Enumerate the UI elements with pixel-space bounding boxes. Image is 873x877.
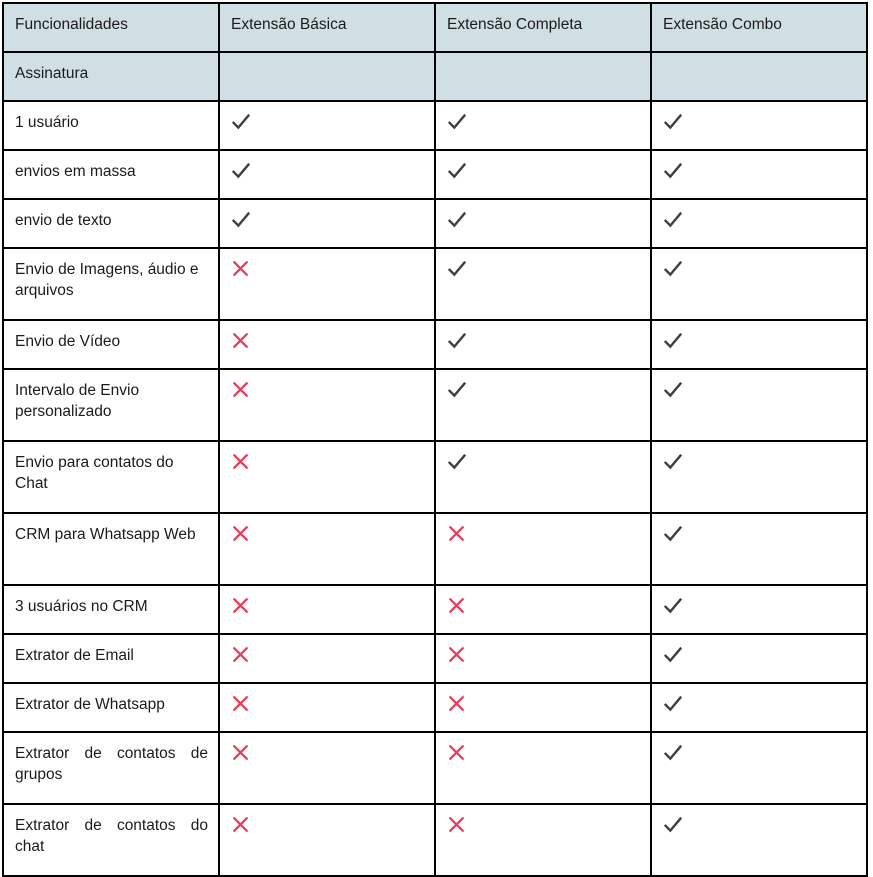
feature-label: Extrator de Email xyxy=(3,634,219,683)
table-row xyxy=(3,248,867,320)
check-icon xyxy=(663,743,683,763)
cross-icon xyxy=(231,596,250,615)
cell-combo xyxy=(651,369,867,441)
cell-completa xyxy=(435,441,651,513)
check-icon xyxy=(663,161,683,181)
section-label: Assinatura xyxy=(3,52,219,101)
cell-completa xyxy=(435,248,651,320)
table-row xyxy=(3,634,867,683)
cell-basica xyxy=(219,804,435,876)
cell-combo xyxy=(651,634,867,683)
cell-basica xyxy=(219,634,435,683)
table-body xyxy=(3,52,867,876)
check-icon xyxy=(663,380,683,400)
cross-icon xyxy=(447,645,466,664)
cell-completa xyxy=(435,150,651,199)
cell-basica xyxy=(219,683,435,732)
cell-combo xyxy=(651,683,867,732)
check-icon xyxy=(447,161,467,181)
cell-combo xyxy=(651,199,867,248)
cell-completa xyxy=(435,320,651,369)
cell-completa xyxy=(435,732,651,804)
check-icon xyxy=(663,596,683,616)
cross-icon xyxy=(447,743,466,762)
cross-icon xyxy=(447,524,466,543)
table-row xyxy=(3,101,867,150)
check-icon xyxy=(231,210,251,230)
check-icon xyxy=(663,259,683,279)
cell-completa xyxy=(435,683,651,732)
check-icon xyxy=(231,161,251,181)
table-row xyxy=(3,513,867,585)
check-icon xyxy=(447,452,467,472)
check-icon xyxy=(663,645,683,665)
check-icon xyxy=(663,452,683,472)
cross-icon xyxy=(231,815,250,834)
check-icon xyxy=(663,112,683,132)
check-icon xyxy=(663,524,683,544)
table-row xyxy=(3,369,867,441)
section-cell-basica xyxy=(219,52,435,101)
column-header-basica: Extensão Básica xyxy=(219,3,435,52)
table-row xyxy=(3,804,867,876)
cell-combo xyxy=(651,248,867,320)
cross-icon xyxy=(231,452,250,471)
table-row xyxy=(3,585,867,634)
plan-comparison-table xyxy=(2,2,868,877)
cell-completa xyxy=(435,369,651,441)
feature-label: Envio para contatos do Chat xyxy=(3,441,219,513)
cell-combo xyxy=(651,585,867,634)
cell-completa xyxy=(435,101,651,150)
cell-completa xyxy=(435,585,651,634)
cell-combo xyxy=(651,441,867,513)
cell-completa xyxy=(435,199,651,248)
table-row xyxy=(3,320,867,369)
cell-completa xyxy=(435,804,651,876)
check-icon xyxy=(663,331,683,351)
cell-completa xyxy=(435,513,651,585)
column-header-combo: Extensão Combo xyxy=(651,3,867,52)
cell-combo xyxy=(651,804,867,876)
cross-icon xyxy=(231,694,250,713)
check-icon xyxy=(663,815,683,835)
cell-basica xyxy=(219,101,435,150)
section-cell-combo xyxy=(651,52,867,101)
feature-label: envio de texto xyxy=(3,199,219,248)
check-icon xyxy=(447,331,467,351)
column-header-completa: Extensão Completa xyxy=(435,3,651,52)
cell-combo xyxy=(651,101,867,150)
table-header-row xyxy=(3,3,867,52)
cross-icon xyxy=(447,815,466,834)
check-icon xyxy=(447,210,467,230)
cell-completa xyxy=(435,634,651,683)
feature-label: CRM para Whatsapp Web xyxy=(3,513,219,585)
check-icon xyxy=(447,380,467,400)
cell-basica xyxy=(219,513,435,585)
cell-combo xyxy=(651,150,867,199)
cross-icon xyxy=(447,596,466,615)
table-row xyxy=(3,732,867,804)
cell-combo xyxy=(651,320,867,369)
cross-icon xyxy=(231,743,250,762)
cell-basica xyxy=(219,150,435,199)
feature-label: Intervalo de Envio personalizado xyxy=(3,369,219,441)
cell-combo xyxy=(651,732,867,804)
feature-label: 1 usuário xyxy=(3,101,219,150)
column-header-feature: Funcionalidades xyxy=(3,3,219,52)
check-icon xyxy=(663,694,683,714)
cell-basica xyxy=(219,441,435,513)
check-icon xyxy=(663,210,683,230)
cell-basica xyxy=(219,199,435,248)
feature-label: Envio de Imagens, áudio e arquivos xyxy=(3,248,219,320)
cross-icon xyxy=(447,694,466,713)
cell-combo xyxy=(651,513,867,585)
check-icon xyxy=(231,112,251,132)
cell-basica xyxy=(219,369,435,441)
check-icon xyxy=(447,259,467,279)
table-header xyxy=(3,3,867,52)
cross-icon xyxy=(231,259,250,278)
feature-label: envios em massa xyxy=(3,150,219,199)
cell-basica xyxy=(219,320,435,369)
section-cell-completa xyxy=(435,52,651,101)
cross-icon xyxy=(231,380,250,399)
feature-label: Envio de Vídeo xyxy=(3,320,219,369)
cross-icon xyxy=(231,524,250,543)
table-row xyxy=(3,441,867,513)
table-row xyxy=(3,683,867,732)
feature-label: Extrator de contatos do chat xyxy=(3,804,219,876)
cell-basica xyxy=(219,732,435,804)
cross-icon xyxy=(231,331,250,350)
check-icon xyxy=(447,112,467,132)
cell-basica xyxy=(219,585,435,634)
section-row-assinatura xyxy=(3,52,867,101)
feature-label: Extrator de contatos de grupos xyxy=(3,732,219,804)
feature-label: 3 usuários no CRM xyxy=(3,585,219,634)
feature-label: Extrator de Whatsapp xyxy=(3,683,219,732)
cell-basica xyxy=(219,248,435,320)
table-row xyxy=(3,199,867,248)
table-row xyxy=(3,150,867,199)
cross-icon xyxy=(231,645,250,664)
